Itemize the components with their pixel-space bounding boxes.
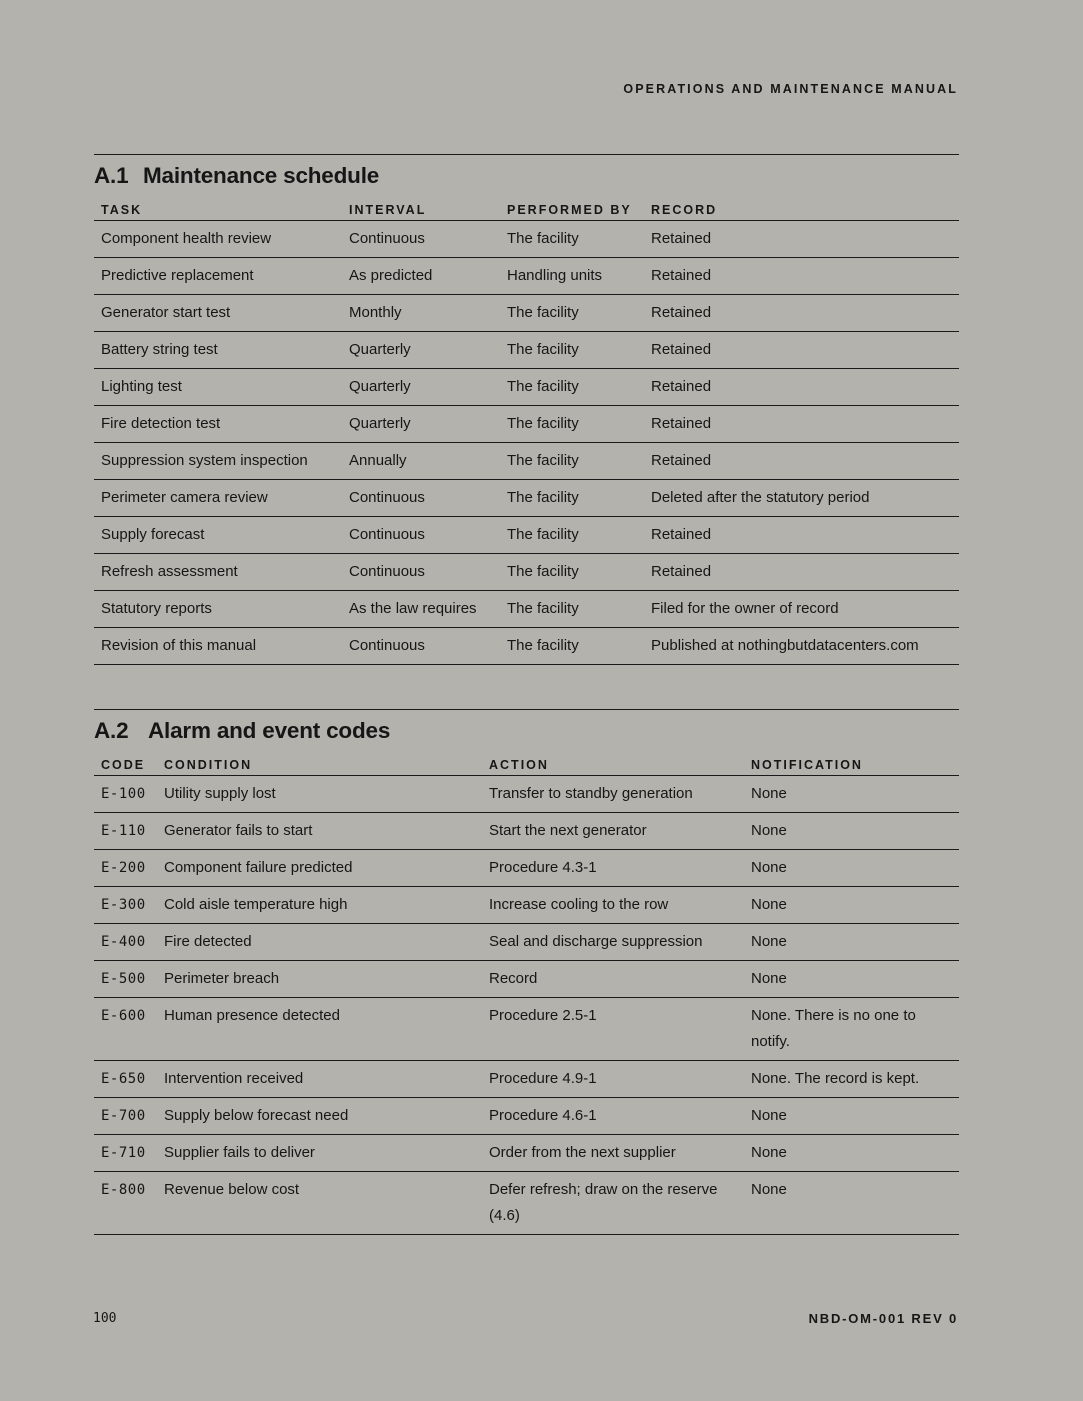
table-row: [94, 961, 959, 998]
table-cell: None: [744, 961, 959, 998]
table-cell: E-500: [94, 961, 157, 998]
column-header: CONDITION: [157, 754, 482, 776]
table-cell: None: [744, 776, 959, 813]
table-row: [94, 924, 959, 961]
table-row: [94, 554, 959, 591]
table-cell: None: [744, 813, 959, 850]
table-cell: The facility: [500, 221, 644, 258]
table-cell: Procedure 2.5-1: [482, 998, 744, 1061]
table-cell: Suppression system inspection: [94, 443, 342, 480]
table-cell: Retained: [644, 295, 959, 332]
table-row: [94, 1098, 959, 1135]
table-cell: Intervention received: [157, 1061, 482, 1098]
table-header-row: [94, 199, 959, 221]
table-cell: As the law requires: [342, 591, 500, 628]
table-row: [94, 480, 959, 517]
table-cell: Filed for the owner of record: [644, 591, 959, 628]
table-row: [94, 258, 959, 295]
table-row: [94, 443, 959, 480]
table-cell: Transfer to standby generation: [482, 776, 744, 813]
table-cell: None: [744, 924, 959, 961]
column-header: TASK: [94, 199, 342, 221]
table-cell: Refresh assessment: [94, 554, 342, 591]
table-cell: None. The record is kept.: [744, 1061, 959, 1098]
table-cell: Order from the next supplier: [482, 1135, 744, 1172]
table-cell: E-200: [94, 850, 157, 887]
table-cell: E-710: [94, 1135, 157, 1172]
table-row: [94, 850, 959, 887]
table-cell: The facility: [500, 517, 644, 554]
table-cell: Retained: [644, 517, 959, 554]
table-row: [94, 332, 959, 369]
table-cell: Seal and discharge suppression: [482, 924, 744, 961]
table-cell: None: [744, 850, 959, 887]
table-cell: Supply below forecast need: [157, 1098, 482, 1135]
table-cell: Lighting test: [94, 369, 342, 406]
table-cell: Defer refresh; draw on the reserve (4.6): [482, 1172, 744, 1235]
table-row: [94, 628, 959, 665]
column-header: CODE: [94, 754, 157, 776]
table-cell: As predicted: [342, 258, 500, 295]
table-cell: None: [744, 1135, 959, 1172]
table-cell: The facility: [500, 369, 644, 406]
table-cell: Perimeter camera review: [94, 480, 342, 517]
table-cell: The facility: [500, 332, 644, 369]
table-cell: Supplier fails to deliver: [157, 1135, 482, 1172]
table-cell: E-700: [94, 1098, 157, 1135]
table-cell: Generator start test: [94, 295, 342, 332]
table-cell: Human presence detected: [157, 998, 482, 1061]
table-cell: Record: [482, 961, 744, 998]
table-cell: None: [744, 887, 959, 924]
table-cell: Revenue below cost: [157, 1172, 482, 1235]
table-cell: Supply forecast: [94, 517, 342, 554]
table-cell: None: [744, 1098, 959, 1135]
table-cell: E-100: [94, 776, 157, 813]
table-cell: Component health review: [94, 221, 342, 258]
table-cell: Utility supply lost: [157, 776, 482, 813]
column-header: NOTIFICATION: [744, 754, 959, 776]
section-number: A.1: [94, 163, 129, 188]
section-title: Maintenance schedule: [143, 163, 380, 188]
table-cell: The facility: [500, 480, 644, 517]
table-cell: Cold aisle temperature high: [157, 887, 482, 924]
table-cell: None: [744, 1172, 959, 1235]
table-cell: Retained: [644, 406, 959, 443]
table-cell: Procedure 4.3-1: [482, 850, 744, 887]
table-row: [94, 591, 959, 628]
column-header: ACTION: [482, 754, 744, 776]
table-cell: The facility: [500, 295, 644, 332]
page-number: 100: [93, 1311, 117, 1326]
table-cell: Fire detection test: [94, 406, 342, 443]
document-id: NBD-OM-001 REV 0: [808, 1311, 958, 1326]
table-cell: Continuous: [342, 628, 500, 665]
table-row: [94, 295, 959, 332]
table-cell: Statutory reports: [94, 591, 342, 628]
table-row: [94, 221, 959, 258]
table-cell: Continuous: [342, 480, 500, 517]
column-header: RECORD: [644, 199, 959, 221]
maintenance-schedule-table: [94, 199, 959, 665]
table-cell: Annually: [342, 443, 500, 480]
table-cell: Retained: [644, 258, 959, 295]
table-cell: Procedure 4.9-1: [482, 1061, 744, 1098]
table-cell: Continuous: [342, 517, 500, 554]
table-cell: Continuous: [342, 554, 500, 591]
section-alarm-event-codes: [94, 709, 959, 1235]
column-header: PERFORMED BY: [500, 199, 644, 221]
table-cell: Published at nothingbutdatacenters.com: [644, 628, 959, 665]
table-cell: Quarterly: [342, 369, 500, 406]
table-cell: E-650: [94, 1061, 157, 1098]
table-row: [94, 998, 959, 1061]
table-cell: Perimeter breach: [157, 961, 482, 998]
table-cell: Generator fails to start: [157, 813, 482, 850]
table-cell: Predictive replacement: [94, 258, 342, 295]
table-row: [94, 1061, 959, 1098]
table-cell: E-110: [94, 813, 157, 850]
table-cell: Monthly: [342, 295, 500, 332]
alarm-codes-table: [94, 754, 959, 1235]
table-cell: Deleted after the statutory period: [644, 480, 959, 517]
table-cell: Quarterly: [342, 332, 500, 369]
table-cell: The facility: [500, 591, 644, 628]
column-header: INTERVAL: [342, 199, 500, 221]
table-cell: The facility: [500, 406, 644, 443]
section-maintenance-schedule: [94, 154, 959, 665]
table-row: [94, 406, 959, 443]
table-cell: Retained: [644, 332, 959, 369]
table-cell: Battery string test: [94, 332, 342, 369]
section-number: A.2: [94, 718, 129, 743]
table-row: [94, 369, 959, 406]
table-cell: Start the next generator: [482, 813, 744, 850]
table-cell: Increase cooling to the row: [482, 887, 744, 924]
table-header-row: [94, 754, 959, 776]
table-cell: Retained: [644, 221, 959, 258]
table-row: [94, 1172, 959, 1235]
table-cell: Retained: [644, 443, 959, 480]
table-row: [94, 517, 959, 554]
table-cell: The facility: [500, 554, 644, 591]
table-cell: E-800: [94, 1172, 157, 1235]
table-cell: None. There is no one to notify.: [744, 998, 959, 1061]
table-row: [94, 813, 959, 850]
running-header-title: OPERATIONS AND MAINTENANCE MANUAL: [623, 82, 958, 96]
table-cell: Retained: [644, 369, 959, 406]
table-row: [94, 1135, 959, 1172]
table-cell: The facility: [500, 443, 644, 480]
table-cell: Handling units: [500, 258, 644, 295]
table-row: [94, 887, 959, 924]
table-cell: Procedure 4.6-1: [482, 1098, 744, 1135]
table-cell: Quarterly: [342, 406, 500, 443]
table-cell: The facility: [500, 628, 644, 665]
section-heading: [94, 709, 959, 754]
section-heading: [94, 154, 959, 199]
section-title: Alarm and event codes: [148, 718, 391, 743]
table-cell: Fire detected: [157, 924, 482, 961]
table-cell: Continuous: [342, 221, 500, 258]
table-cell: E-400: [94, 924, 157, 961]
table-row: [94, 776, 959, 813]
table-cell: Revision of this manual: [94, 628, 342, 665]
table-cell: E-600: [94, 998, 157, 1061]
table-cell: Component failure predicted: [157, 850, 482, 887]
table-cell: E-300: [94, 887, 157, 924]
table-cell: Retained: [644, 554, 959, 591]
